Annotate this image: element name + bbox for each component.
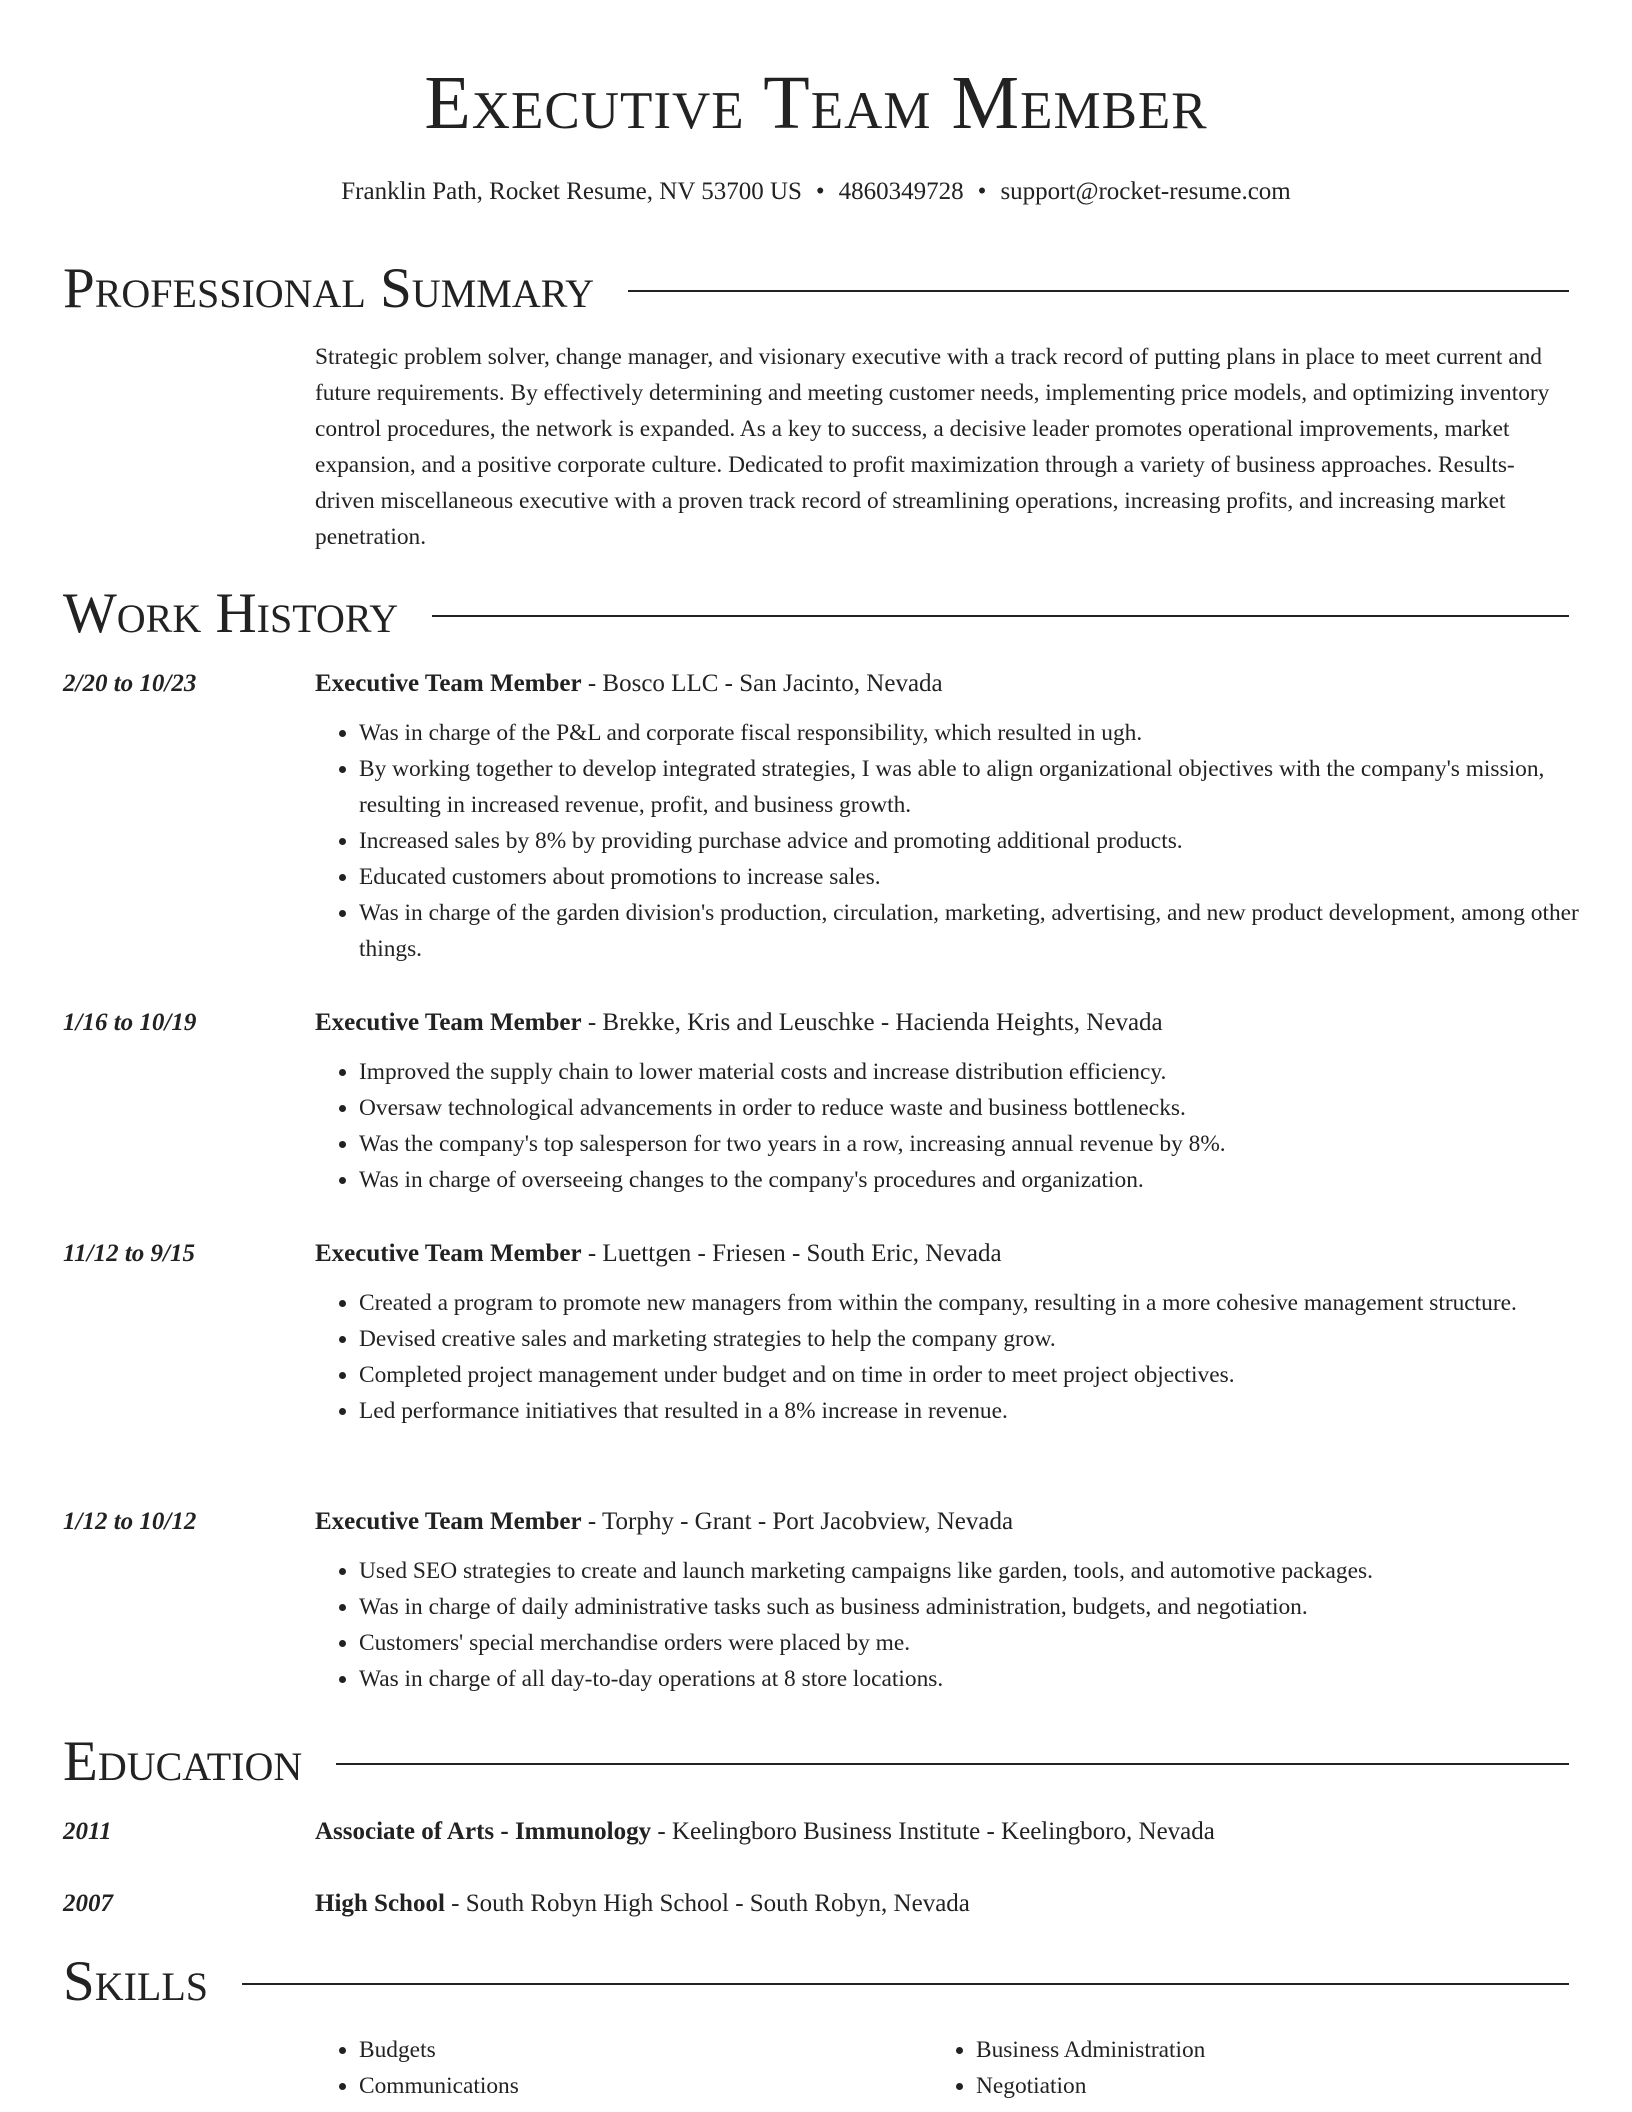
bullet-item: • Increased sales by 8% by providing purchase advice and promoting additional products. xyxy=(359,823,1599,859)
bullet-item: • By working together to develop integrated strategies, I was able to align organizational objectives with the company's mission, resulting in increased revenue, profit, and business growth. xyxy=(359,751,1599,823)
employer-details: - Bosco LLC - San Jacinto, Nevada xyxy=(581,670,943,697)
section-divider xyxy=(628,290,1569,292)
skill-item: • Budgets xyxy=(359,2032,919,2068)
skill-item: • Negotiation xyxy=(976,2068,1536,2104)
bullet-item: • Oversaw technological advancements in order to reduce waste and business bottlenecks. xyxy=(359,1090,1599,1126)
bullet-item: • Improved the supply chain to lower material costs and increase distribution efficiency. xyxy=(359,1054,1599,1090)
section-title-education: Education xyxy=(63,1730,303,1793)
employer-details: - Luettgen - Friesen - South Eric, Nevada xyxy=(581,1240,1002,1267)
work-dates: 2/20 to 10/23 xyxy=(63,670,197,697)
phone-text: 4860349728 xyxy=(838,178,964,205)
candidate-name: Executive Team Member xyxy=(424,61,1208,145)
education-year: 2011 xyxy=(63,1818,112,1845)
address-text: Franklin Path, Rocket Resume, NV 53700 US xyxy=(341,178,802,205)
bullet-item: • Was in charge of the P&L and corporate fiscal responsibility, which resulted in ugh. xyxy=(359,715,1599,751)
work-dates: 11/12 to 9/15 xyxy=(63,1240,195,1267)
summary-section-header xyxy=(63,255,1569,323)
work-bullets xyxy=(315,715,1599,967)
contact-separator: • xyxy=(977,178,987,205)
work-dates: 1/16 to 10/19 xyxy=(63,1009,197,1036)
school-details: - Keelingboro Business Institute - Keelingboro, Nevada xyxy=(651,1818,1215,1845)
section-divider xyxy=(336,1763,1569,1765)
job-title: Executive Team Member xyxy=(315,1240,582,1267)
work-bullets xyxy=(315,1285,1599,1429)
employer-details: - Brekke, Kris and Leuschke - Hacienda Heights, Nevada xyxy=(581,1009,1163,1036)
work-role-line xyxy=(315,1238,1002,1270)
education-line xyxy=(315,1816,1215,1848)
work-dates: 1/12 to 10/12 xyxy=(63,1508,197,1535)
school-details: - South Robyn High School - South Robyn, Nevada xyxy=(444,1890,970,1917)
section-divider xyxy=(242,1983,1569,1985)
bullet-item: • Was in charge of the garden division's production, circulation, marketing, advertising, and new product development, among other things. xyxy=(359,895,1599,967)
skills-list-right xyxy=(932,2032,1536,2104)
work-bullets xyxy=(315,1054,1599,1198)
job-title: Executive Team Member xyxy=(315,670,582,697)
bullet-item: • Was the company's top salesperson for two years in a row, increasing annual revenue by 8%. xyxy=(359,1126,1599,1162)
work-role-line xyxy=(315,668,943,700)
section-title-work: Work History xyxy=(63,582,399,645)
skills-section-header xyxy=(63,1948,1569,2016)
work-role-line xyxy=(315,1007,1163,1039)
bullet-item: • Created a program to promote new managers from within the company, resulting in a more cohesive management structure. xyxy=(359,1285,1599,1321)
email-text: support@rocket-resume.com xyxy=(1000,178,1291,205)
bullet-item: • Completed project management under budget and on time in order to meet project objectives. xyxy=(359,1357,1599,1393)
bullet-item: • Devised creative sales and marketing strategies to help the company grow. xyxy=(359,1321,1599,1357)
work-section-header xyxy=(63,580,1569,648)
section-title-summary: Professional Summary xyxy=(63,257,595,320)
job-title: Executive Team Member xyxy=(315,1508,582,1535)
skill-item: • Communications xyxy=(359,2068,919,2104)
skill-item: • Business Administration xyxy=(976,2032,1536,2068)
education-section-header xyxy=(63,1728,1569,1796)
job-title: Executive Team Member xyxy=(315,1009,582,1036)
bullet-item: • Was in charge of overseeing changes to the company's procedures and organization. xyxy=(359,1162,1599,1198)
section-title-skills: Skills xyxy=(63,1950,209,2013)
bullet-item: • Educated customers about promotions to increase sales. xyxy=(359,859,1599,895)
degree-title: Associate of Arts - Immunology xyxy=(315,1818,652,1845)
bullet-item: • Customers' special merchandise orders were placed by me. xyxy=(359,1625,1599,1661)
degree-title: High School xyxy=(315,1890,445,1917)
summary-text: Strategic problem solver, change manager, and visionary executive with a track record of putting plans in place to meet current and future requirements. By effectively determining and meeting customer needs, implementing price models, and optimizing inventory control procedures, the network is expanded. As a key to success, a decisive leader promotes operational improvements, market expansion, and a positive corporate culture. Dedicated to profit maximization through a variety of business approaches. Results-driven miscellaneous executive with a proven track record of streamlining operations, increasing profits, and increasing market penetration. xyxy=(315,344,1550,550)
work-role-line xyxy=(315,1506,1013,1538)
skills-list-left xyxy=(315,2032,919,2104)
work-bullets xyxy=(315,1553,1599,1697)
contact-separator: • xyxy=(815,178,825,205)
education-line xyxy=(315,1888,970,1920)
education-year: 2007 xyxy=(63,1890,113,1917)
bullet-item: • Was in charge of all day-to-day operations at 8 store locations. xyxy=(359,1661,1599,1697)
bullet-item: • Was in charge of daily administrative tasks such as business administration, budgets, and negotiation. xyxy=(359,1589,1599,1625)
employer-details: - Torphy - Grant - Port Jacobview, Nevada xyxy=(581,1508,1014,1535)
bullet-item: • Used SEO strategies to create and launch marketing campaigns like garden, tools, and automotive packages. xyxy=(359,1553,1599,1589)
bullet-item: • Led performance initiatives that resulted in a 8% increase in revenue. xyxy=(359,1393,1599,1429)
section-divider xyxy=(432,615,1569,617)
contact-line xyxy=(0,176,1632,208)
